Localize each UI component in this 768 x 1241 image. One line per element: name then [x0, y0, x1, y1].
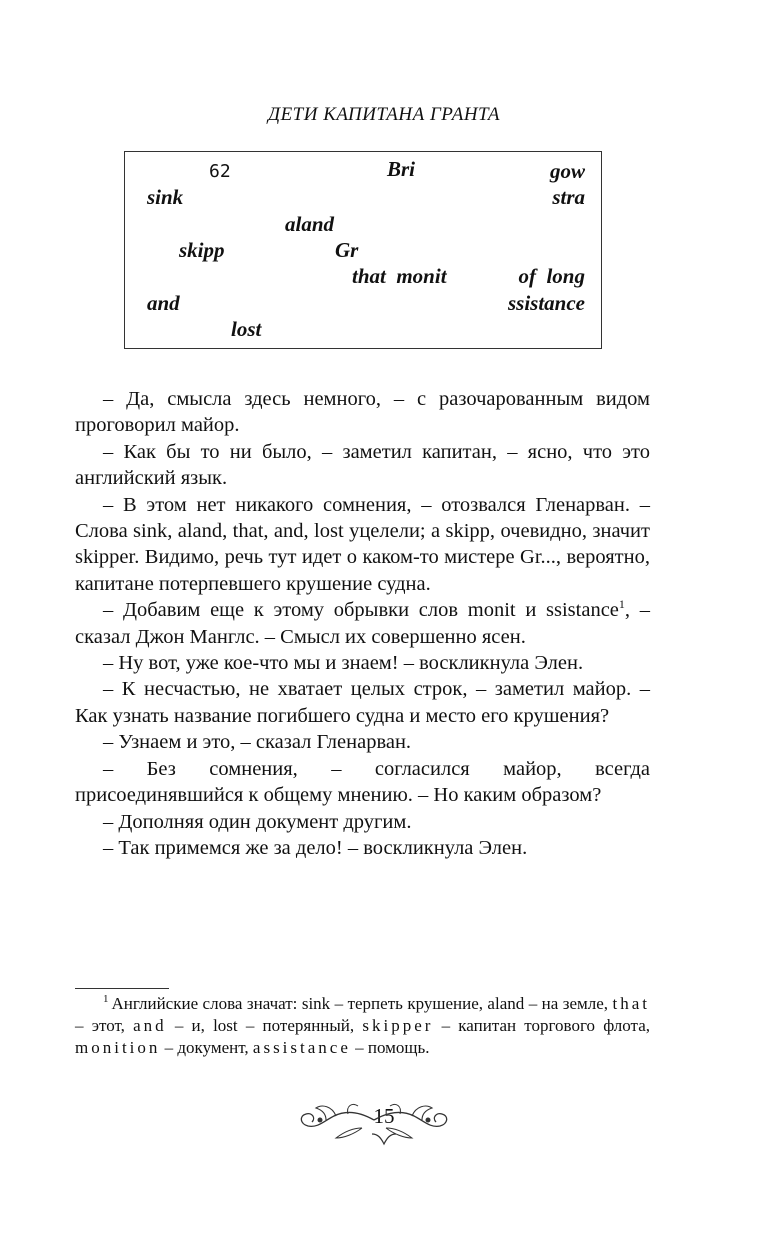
fragment-aland: aland — [285, 212, 335, 236]
fragment-62: 62 — [209, 161, 231, 182]
footnote-divider — [75, 988, 169, 989]
footnote-term: assistance — [252, 1038, 351, 1057]
paragraph: – Как бы то ни было, – заметил капитан, – ясно, что это английский язык. — [75, 440, 650, 490]
paragraph: – Без сомнения, – согласился майор, всегда присоединявшийся к общему мнению. – Но каким образом? — [75, 757, 650, 807]
paragraph-part: , – сказал Джон Манглс. – Смысл их совершенно ясен. — [75, 599, 651, 648]
footnote-term: that — [612, 994, 650, 1013]
paragraph — [75, 597, 650, 650]
footnote-term: and — [133, 1016, 167, 1035]
document-fragment-box — [124, 151, 602, 349]
footnote-text: – документ, — [160, 1038, 253, 1057]
paragraph-part: – Добавим еще к этому обрывки слов monit и ssistance — [103, 599, 619, 622]
fragment-gr: Gr — [335, 238, 359, 262]
bottom-flourish-icon — [372, 1132, 396, 1146]
paragraph: – В этом нет никакого сомнения, – отозвался Гленарван. – Слова sink, aland, that, and, lost уцелели; а skipp, очевидно, значит skipper. Видимо, речь тут идет о каком-то мистере Gr..., вероятно, капитане потерпевшего крушение судна. — [75, 493, 650, 595]
paragraph: – К несчастью, не хватает целых строк, – заметил майор. – Как узнать название погибшего судна и место его крушения? — [75, 678, 650, 727]
footnote-term: monition — [75, 1038, 161, 1057]
fragment-lost: lost — [231, 317, 262, 341]
fragment-sink: sink — [147, 185, 184, 209]
paragraph: – Да, смысла здесь немного, – с разочарованным видом проговорил майор. — [75, 388, 650, 437]
page-footer — [0, 1098, 768, 1148]
footnote-reference: 1 — [618, 597, 625, 612]
footnote-text: Английские слова значат: sink – терпеть крушение, aland – на земле, — [111, 994, 613, 1013]
footnote-text: – капитан торгового флота, — [433, 1016, 650, 1035]
fragment-skipp: skipp — [179, 238, 225, 262]
footnote — [75, 993, 650, 1059]
paragraph: – Ну вот, уже кое-что мы и знаем! – воскликнула Элен. — [103, 652, 584, 675]
footnote-term: skipper — [362, 1016, 434, 1035]
running-head: ДЕТИ КАПИТАНА ГРАНТА — [267, 104, 501, 125]
paragraph: – Узнаем и это, – сказал Гленарван. — [103, 731, 412, 754]
body-text — [75, 386, 650, 861]
footnote-number: 1 — [103, 993, 109, 1006]
fragment-that-monit: that monit — [352, 264, 447, 288]
fragment-gow: gow — [549, 159, 585, 183]
fragment-of-long: of long — [518, 264, 585, 288]
paragraph: – Так примемся же за дело! – воскликнула Элен. — [103, 836, 528, 859]
paragraph: – Дополняя один документ другим. — [103, 810, 412, 833]
page-number: 15 — [373, 1104, 395, 1128]
footnote-text: – и, lost – потерянный, — [166, 1016, 363, 1035]
fragment-bri: Bri — [387, 157, 416, 181]
footnote-text: – этот, — [75, 1016, 134, 1035]
fragment-ssistance: ssistance — [507, 291, 585, 315]
footnote-text: – помощь. — [350, 1038, 430, 1057]
fragment-and: and — [147, 291, 180, 315]
fragment-stra: stra — [552, 185, 585, 209]
